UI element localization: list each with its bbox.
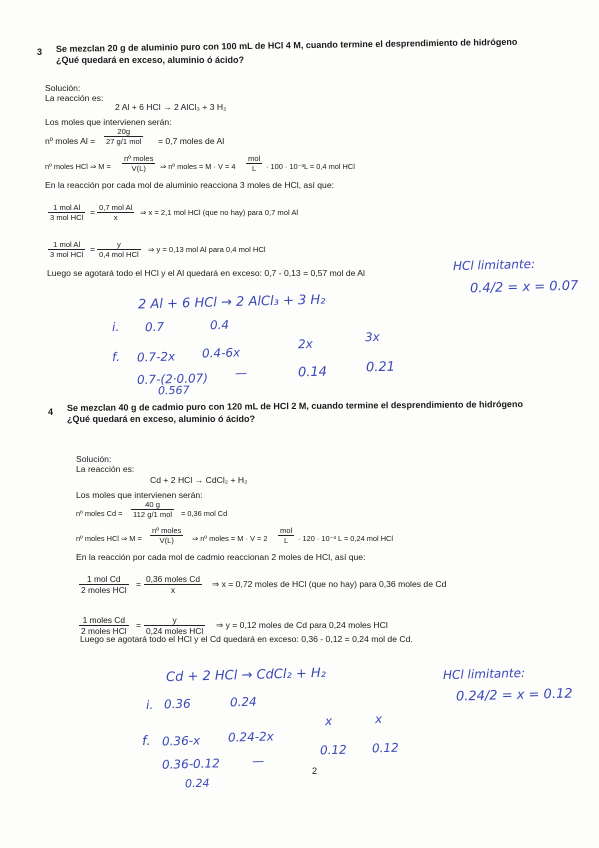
problem-3-eq2-fraction-1	[48, 240, 85, 259]
problem-4-moles-intro: Los moles que intervienen serán:	[76, 490, 203, 500]
problem-3-hw-r-alcl3: 0.14	[297, 364, 328, 381]
problem-3-eq1-fraction-1	[48, 203, 85, 222]
problem-4-molesCd-lhs: nº moles Cd =	[76, 509, 123, 518]
equals-sign: =	[136, 620, 142, 630]
problem-4-eq2-fraction-2	[144, 615, 205, 636]
problem-4-eq2-rhs: ⇒ y = 0,12 moles de Cd para 0,24 moles HCl	[216, 620, 388, 630]
problem-3-molesAl-fraction	[104, 127, 143, 146]
problem-4-hw-f-h2: x	[374, 711, 383, 727]
fraction-numerator: nº moles	[152, 526, 182, 535]
problem-4-hw-reaction: Cd + 2 HCl → CdCl₂ + H₂	[165, 665, 327, 686]
problem-3-solucion: Solución:	[45, 83, 81, 93]
problem-3-molesHCl-unit	[246, 154, 262, 173]
problem-4-hw-f-hcl: 0.24-2x	[227, 729, 274, 745]
problem-4-molesHCl-tail: · 120 · 10⁻³ L = 0,24 mol HCl	[298, 534, 394, 543]
page-number: 2	[312, 766, 318, 776]
fraction-numerator: mol	[280, 526, 293, 535]
problem-4-hw-i-label: i.	[145, 697, 154, 713]
problem-4-solucion: Solución:	[76, 454, 112, 464]
problem-4-molesHCl-rhs: ⇒ nº moles = M · V = 2	[192, 534, 268, 543]
problem-4-hw-r-h2: 0.12	[371, 740, 399, 756]
fraction-denominator: x	[170, 585, 176, 595]
problem-3-reaccion-label: La reacción es:	[45, 93, 104, 103]
problem-4-hw-i-cd: 0.36	[163, 696, 191, 712]
problem-4-hw-r-cd-result: 0.24	[184, 776, 210, 791]
problem-4-number: 4	[48, 407, 54, 417]
equals-sign: =	[90, 244, 96, 254]
problem-4-molesCd-fraction	[131, 500, 174, 519]
problem-3-moles-intro: Los moles que intervienen serán:	[45, 117, 172, 127]
problem-4-eq1-rhs: ⇒ x = 0,72 moles de HCl (que no hay) para 0,36 moles de Cd	[212, 579, 447, 589]
fraction-denominator: 3 mol HCl	[50, 250, 84, 259]
problem-4-reaction: Cd + 2 HCl → CdCl₂ + H₂	[150, 475, 248, 485]
fraction-denominator: L	[284, 536, 289, 545]
problem-3-hw-f-h2: 3x	[364, 329, 380, 345]
fraction-denominator: 3 mol HCl	[50, 213, 84, 222]
problem-3-hw-f-label: f.	[111, 349, 121, 365]
problem-3-hw-r-al: 0.7-(2·0.07)	[136, 371, 209, 387]
problem-3-question-line2: ¿Qué quedará en exceso, aluminio ó ácido?	[56, 55, 245, 65]
fraction-denominator: V(L)	[131, 164, 146, 173]
problem-3-hw-r-h2: 0.21	[365, 359, 396, 376]
problem-4-hw-i-hcl: 0.24	[229, 694, 257, 710]
equals-sign: =	[136, 579, 142, 589]
fraction-numerator: nº moles	[124, 154, 154, 163]
problem-3-eq2-fraction-2	[97, 240, 141, 259]
problem-4-ratio-text: En la reacción por cada mol de cadmio reaccionan 2 moles de HCl, así que:	[76, 552, 366, 562]
problem-3-molesHCl-rhs: ⇒ nº moles = M · V = 4	[160, 162, 236, 171]
problem-4-eq1-fraction-2	[144, 574, 202, 595]
problem-3-question-line1: Se mezclan 20 g de aluminio puro con 100 mL de HCl 4 M, cuando termine el desprendimiento de hidrógeno	[55, 36, 518, 54]
problem-3-hw-reaction: 2 Al + 6 HCl → 2 AlCl₃ + 3 H₂	[137, 292, 326, 313]
problem-4-eq1-fraction-1	[79, 574, 129, 595]
problem-3-hw-f-alcl3: 2x	[297, 336, 313, 352]
problem-3-hw-i-hcl: 0.4	[209, 317, 230, 333]
fraction-denominator: V(L)	[159, 536, 174, 545]
problem-3-hw-f-hcl: 0.4-6x	[201, 345, 241, 361]
fraction-denominator: 0,4 mol HCl	[99, 250, 139, 259]
fraction-numerator: y	[144, 615, 205, 626]
fraction-numerator: 40 g	[131, 500, 174, 510]
problem-3-number: 3	[37, 47, 43, 57]
problem-3-molesHCl-fraction	[122, 154, 155, 173]
problem-3-hw-r-al-result: 0.567	[157, 383, 190, 398]
fraction-numerator: 1 mol Cd	[79, 574, 129, 585]
fraction-numerator: 0,7 mol Al	[99, 203, 133, 212]
fraction-denominator: 27 g/1 mol	[106, 137, 142, 146]
problem-4-molesCd-rhs: = 0,36 mol Cd	[181, 509, 228, 518]
fraction-denominator: 2 moles HCl	[81, 585, 127, 595]
problem-4-molesHCl-fraction	[150, 526, 183, 545]
problem-3-eq2-rhs: ⇒ y = 0,13 mol Al para 0,4 mol HCl	[148, 245, 266, 254]
problem-4-conclusion: Luego se agotará todo el HCl y el Cd quedará en exceso: 0,36 - 0,12 = 0,24 mol de Cd.	[80, 634, 413, 644]
problem-4-hw-limitante-calc: 0.24/2 = x = 0.12	[455, 686, 573, 705]
problem-3-hw-limitante-calc: 0.4/2 = x = 0.07	[469, 278, 579, 297]
problem-3-ratio-text: En la reacción por cada mol de aluminio reacciona 3 moles de HCl, así que:	[45, 180, 334, 190]
fraction-denominator: 0,24 moles HCl	[146, 626, 204, 636]
problem-4-hw-f-label: f.	[141, 733, 151, 750]
problem-4-hw-r-cd: 0.36-0.12	[161, 756, 220, 772]
fraction-denominator: 112 g/1 mol	[133, 510, 173, 519]
problem-3-hw-i-label: i.	[111, 319, 120, 335]
problem-4-question-line2: ¿Qué quedará en exceso, aluminio ó ácido?	[67, 414, 256, 424]
problem-3-conclusion: Luego se agotará todo el HCl y el Al quedará en exceso: 0,7 - 0,13 = 0,57 mol de Al	[47, 268, 365, 278]
fraction-numerator: y	[97, 240, 141, 250]
problem-4-reaccion-label: La reacción es:	[76, 464, 135, 474]
problem-3-hw-f-al: 0.7-2x	[136, 349, 176, 365]
equals-sign: =	[90, 207, 96, 217]
problem-3-molesHCl-lhs: nº moles HCl ⇒ M =	[45, 162, 111, 171]
fraction-denominator: x	[113, 213, 118, 222]
problem-4-hw-limitante: HCl limitante:	[442, 665, 526, 683]
problem-3-molesAl-lhs: nº moles Al =	[45, 136, 96, 146]
problem-4-eq2-fraction-1	[79, 615, 129, 636]
problem-4-hw-f-cd: 0.36-x	[161, 733, 201, 749]
fraction-numerator: mol	[248, 154, 261, 163]
problem-4-question-line1: Se mezclan 40 g de cadmio puro con 120 mL de HCl 2 M, cuando termine el desprendimiento de hidrógeno	[66, 399, 523, 413]
fraction-numerator: 1 mol Al	[48, 240, 85, 250]
problem-4-molesHCl-lhs: nº moles HCl ⇒ M =	[76, 534, 142, 543]
problem-4-hw-r-hcl: —	[251, 753, 265, 769]
problem-3-eq1-rhs: ⇒ x = 2,1 mol HCl (que no hay) para 0,7 mol Al	[140, 208, 299, 217]
problem-3-molesHCl-tail: · 100 · 10⁻³L = 0,4 mol HCl	[266, 162, 355, 171]
problem-3-hw-i-al: 0.7	[144, 319, 165, 335]
problem-3-hw-r-hcl: —	[234, 365, 248, 381]
fraction-denominator: 2 moles HCl	[81, 626, 127, 636]
fraction-numerator: 20g	[104, 127, 143, 137]
problem-3-reaction: 2 Al + 6 HCl → 2 AlCl₃ + 3 H₂	[115, 102, 227, 112]
problem-4-molesHCl-unit	[278, 526, 294, 545]
problem-3-eq1-fraction-2	[97, 203, 134, 222]
fraction-denominator: L	[252, 164, 257, 173]
problem-4-hw-f-cdcl2: x	[324, 713, 333, 729]
fraction-numerator: 1 mol Al	[48, 203, 85, 213]
problem-3-hw-limitante: HCl limitante:	[452, 256, 536, 274]
problem-4-hw-r-cdcl2: 0.12	[319, 742, 347, 758]
fraction-numerator: 1 moles Cd	[79, 615, 129, 626]
fraction-numerator: 0,36 moles Cd	[146, 574, 200, 584]
problem-3-molesAl-rhs: = 0,7 moles de Al	[158, 136, 225, 146]
